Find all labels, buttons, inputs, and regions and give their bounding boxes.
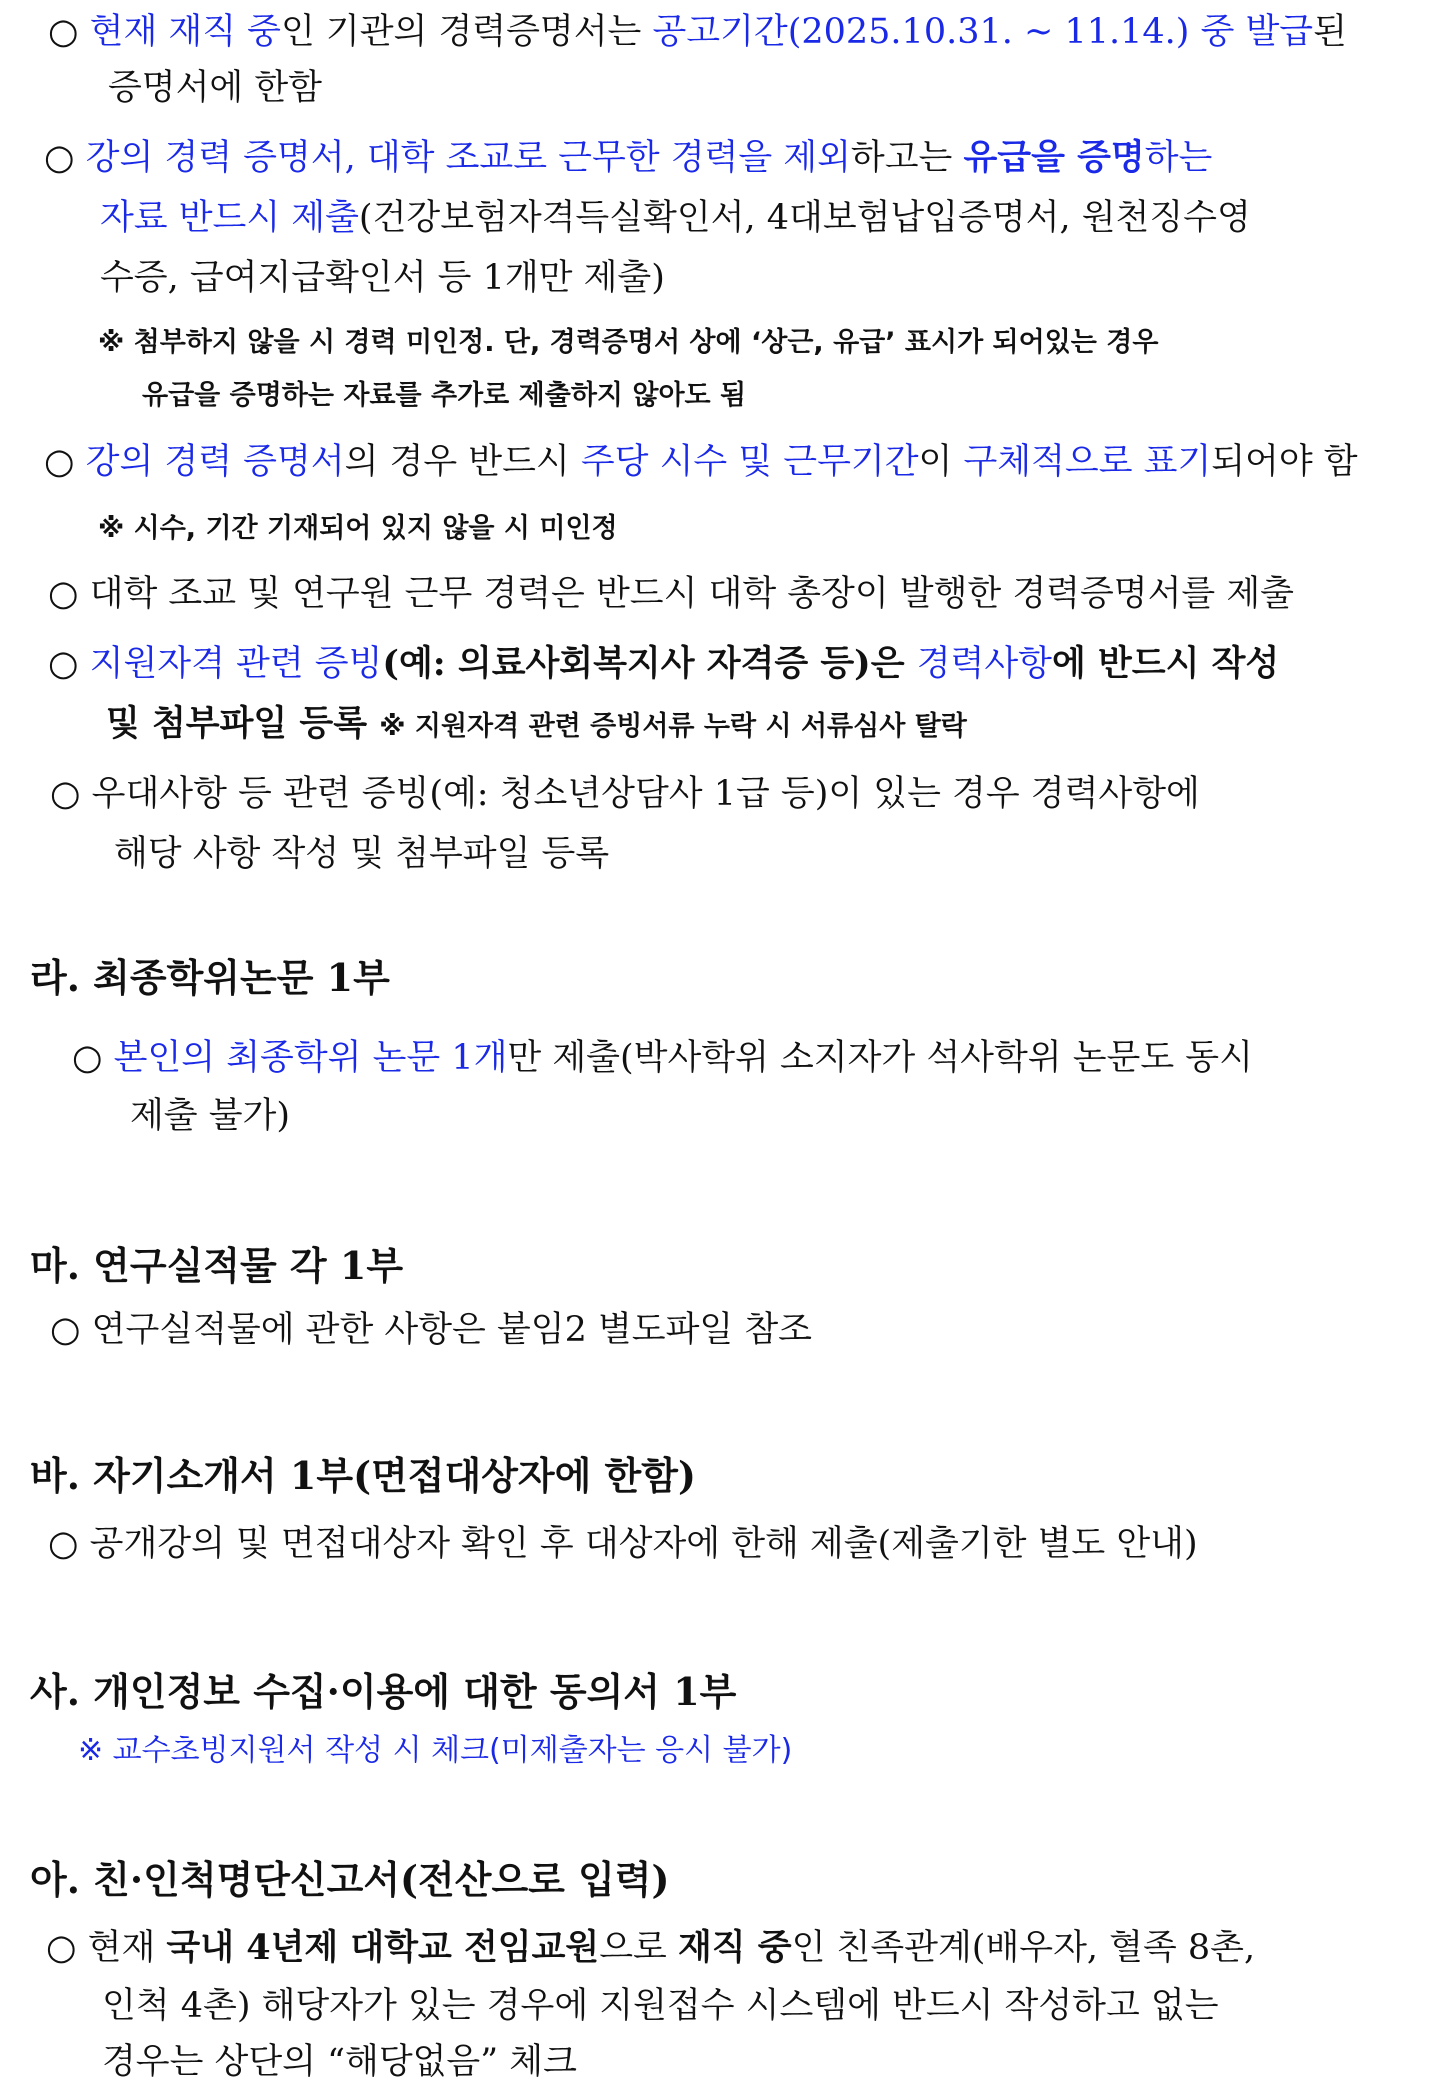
text-line: ○ 현재 국내 4년제 대학교 전임교원으로 재직 중인 친족관계(배우자, 혈족 8촌, — [46, 1927, 1256, 1968]
item-research-output: ○ 연구실적물에 관한 사항은 붙임2 별도파일 참조 — [50, 1310, 812, 1350]
note-line: 유급을 증명하는 자료를 추가로 제출하지 않아도 됨 — [142, 380, 747, 411]
text-line: 자료 반드시 제출(건강보험자격득실확인서, 4대보험납입증명서, 원천징수영 — [100, 198, 1251, 238]
note-hours: ※ 시수, 기간 기재되어 있지 않을 시 미인정 — [98, 513, 618, 544]
item-self-introduction: ○ 공개강의 및 면접대상자 확인 후 대상자에 한해 제출(제출기한 별도 안내) — [48, 1524, 1198, 1564]
text-line: ○ 우대사항 등 관련 증빙(예: 청소년상담사 1급 등)이 있는 경우 경력사항에 — [50, 774, 1200, 814]
text-line: 증명서에 한함 — [108, 68, 322, 108]
item-assistant-career: ○ 대학 조교 및 연구원 근무 경력은 반드시 대학 총장이 발행한 경력증명서를 제출 — [48, 574, 1294, 614]
section-heading-ma: 마. 연구실적물 각 1부 — [30, 1243, 404, 1288]
text-line: 인척 4촌) 해당자가 있는 경우에 지원접수 시스템에 반드시 작성하고 없는 — [102, 1986, 1219, 2026]
section-heading-ra: 라. 최종학위논문 1부 — [30, 955, 390, 1000]
text-line: ○ 현재 재직 중인 기관의 경력증명서는 공고기간(2025.10.31. ~ 11.14.) 중 발급된 — [48, 12, 1347, 52]
text-line: 해당 사항 작성 및 첨부파일 등록 — [114, 834, 610, 874]
text-line: 수증, 급여지급확인서 등 1개만 제출) — [100, 258, 665, 298]
text-line: ○ 본인의 최종학위 논문 1개만 제출(박사학위 소지자가 석사학위 논문도 동시 — [72, 1038, 1253, 1078]
text-line: 경우는 상단의 “해당없음” 체크 — [102, 2042, 577, 2082]
text-line: ○ 지원자격 관련 증빙(예: 의료사회복지사 자격증 등)은 경력사항에 반드시 작성 — [48, 643, 1280, 684]
note-line: ※ 첨부하지 않을 시 경력 미인정. 단, 경력증명서 상에 ‘상근, 유급’ 표시가 되어있는 경우 — [98, 327, 1159, 358]
text-line: ○ 강의 경력 증명서의 경우 반드시 주당 시수 및 근무기간이 구체적으로 표기되어야 함 — [44, 442, 1358, 482]
note-consent-check: ※ 교수초빙지원서 작성 시 체크(미제출자는 응시 불가) — [78, 1733, 793, 1768]
section-heading-sa: 사. 개인정보 수집·이용에 대한 동의서 1부 — [30, 1669, 737, 1714]
text-line: 및 첨부파일 등록 ※ 지원자격 관련 증빙서류 누락 시 서류심사 탈락 — [106, 703, 967, 744]
text-line: ○ 강의 경력 증명서, 대학 조교로 근무한 경력을 제외하고는 유급을 증명하는 — [44, 137, 1213, 178]
section-heading-a: 아. 친·인척명단신고서(전산으로 입력) — [30, 1857, 670, 1902]
section-heading-ba: 바. 자기소개서 1부(면접대상자에 한함) — [30, 1453, 696, 1498]
text-line: 제출 불가) — [130, 1096, 291, 1136]
